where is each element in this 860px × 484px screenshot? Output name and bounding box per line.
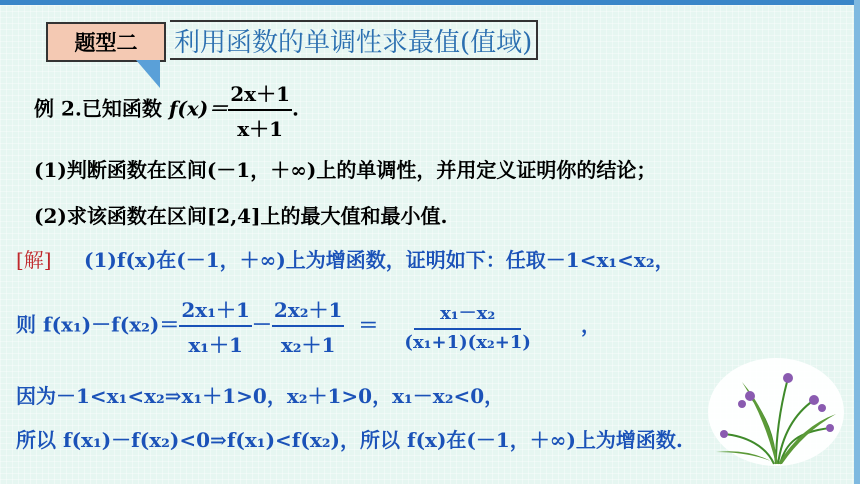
section-title-text: 利用函数的单调性求最值(值域) xyxy=(174,27,533,58)
equals-sign: ＝ xyxy=(358,312,379,337)
example-denominator: x＋1 xyxy=(237,117,284,141)
example-fraction xyxy=(228,78,292,142)
fraction-2 xyxy=(272,294,345,358)
fraction-1-denominator: x₁＋1 xyxy=(188,333,243,357)
topic-tag-label: 题型二 xyxy=(74,30,138,55)
question-2: (2)求该函数在区间[2,4]上的最大值和最小值. xyxy=(34,204,448,228)
solution-line-2 xyxy=(16,294,601,358)
fraction-2-numerator: 2x₂＋1 xyxy=(272,294,345,327)
example-function: f(x)＝ xyxy=(168,96,229,121)
fraction-2-denominator: x₂＋1 xyxy=(280,333,336,357)
orchid-decoration xyxy=(706,356,846,468)
question-1: (1)判断函数在区间(－1，＋∞)上的单调性，并用定义证明你的结论； xyxy=(34,158,657,182)
trailing-comma: ， xyxy=(580,312,601,337)
fraction-1-numerator: 2x₁＋1 xyxy=(179,294,252,327)
example-numerator: 2x＋1 xyxy=(228,78,292,111)
fraction-3 xyxy=(404,299,531,353)
minus-sign: － xyxy=(251,312,272,337)
section-title xyxy=(170,20,538,60)
fraction-1 xyxy=(179,294,252,358)
solution-line-3: 因为－1<x₁<x₂⇒x₁＋1>0，x₂＋1>0，x₁－x₂<0， xyxy=(16,384,505,408)
example-statement xyxy=(34,78,299,142)
solution-line-4: 所以 f(x₁)－f(x₂)<0⇒f(x₁)<f(x₂)，所以 f(x)在(－1，＋∞)上为增函数. xyxy=(16,428,683,452)
solution-line-1: (1)f(x)在(－1，＋∞)上为增函数，证明如下：任取－1<x₁<x₂， xyxy=(84,248,675,272)
line2-prefix: 则 f(x₁)－f(x₂)＝ xyxy=(16,312,180,337)
top-accent-line xyxy=(0,0,860,5)
topic-tag xyxy=(46,22,166,62)
example-period: . xyxy=(292,96,299,121)
fraction-3-numerator: x₁－x₂ xyxy=(414,299,521,330)
solution-label: [解] xyxy=(16,248,52,272)
fraction-3-denominator: (x₁+1)(x₂+1) xyxy=(404,332,531,353)
example-prefix: 例 2.已知函数 xyxy=(34,96,169,121)
right-accent-bar xyxy=(854,0,860,484)
